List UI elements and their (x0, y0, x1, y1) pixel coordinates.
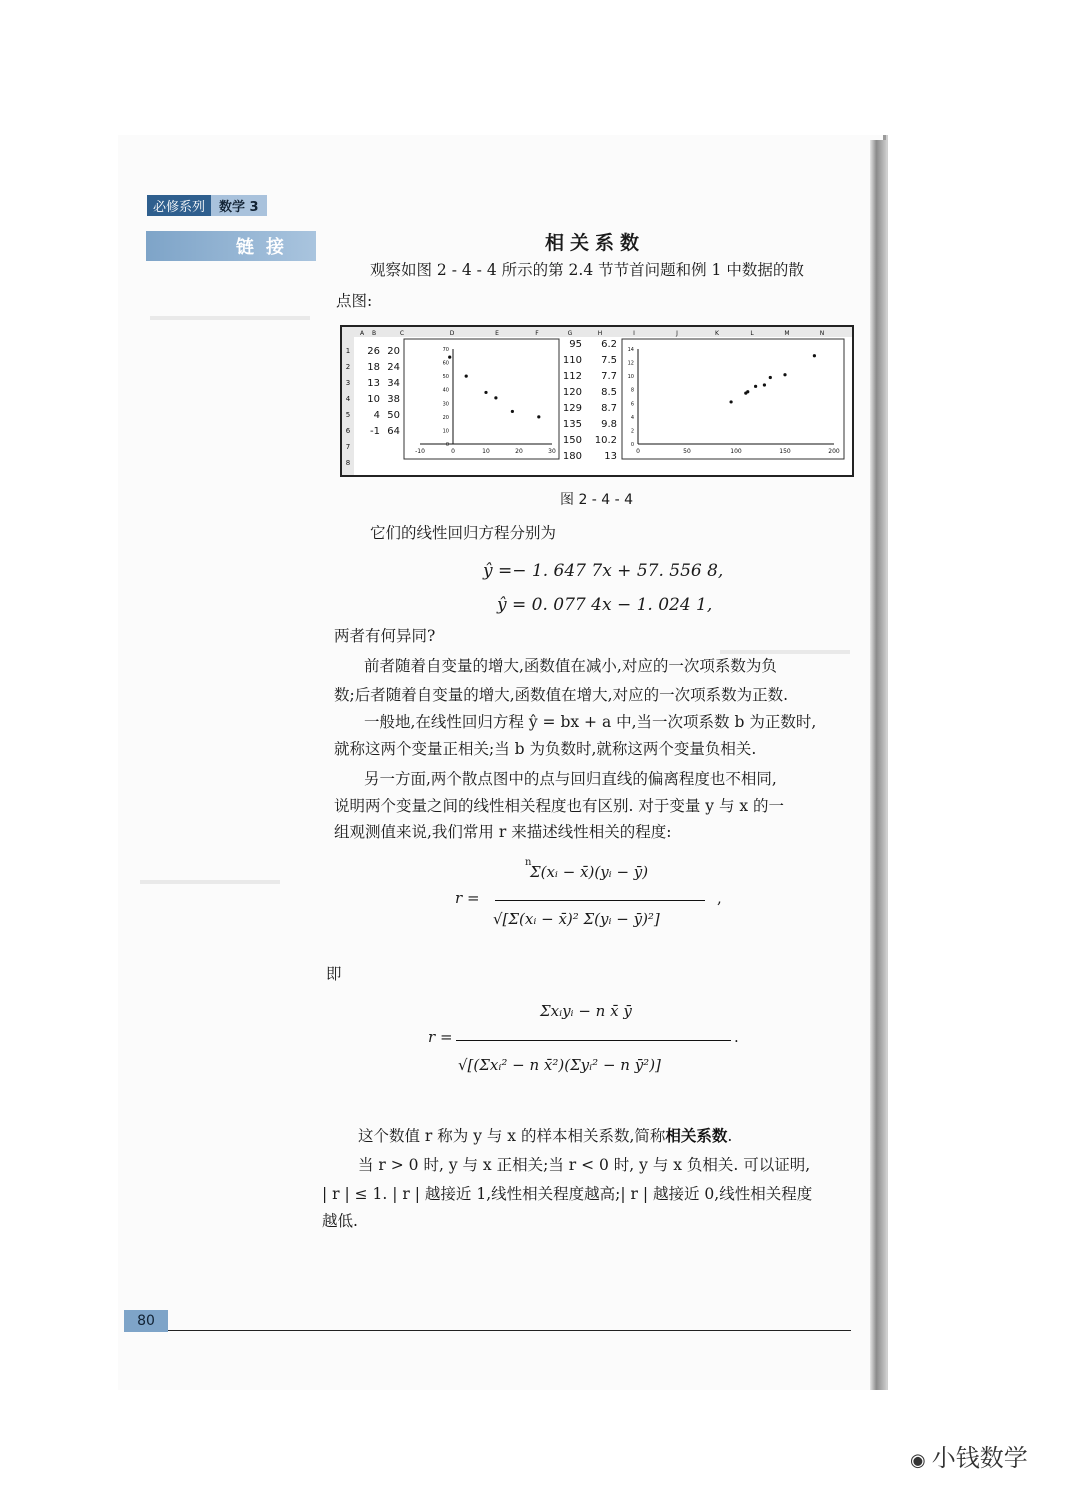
question: 两者有何异同? (334, 627, 436, 645)
cell-value: 13 (367, 378, 380, 389)
p4-pre: 这个数值 r 称为 y 与 x 的样本相关系数,简称 (358, 1127, 666, 1145)
link-banner: 链接 (146, 231, 316, 261)
lead-in: 它们的线性回归方程分别为 (370, 524, 557, 542)
data-point (730, 400, 733, 403)
column-letter: B (371, 330, 377, 337)
y-tick-label: 10 (627, 374, 634, 381)
formula2-lhs: r = (428, 1028, 453, 1046)
cell-value: 64 (387, 426, 400, 437)
chart2-frame (622, 339, 844, 459)
column-letter: G (567, 330, 573, 337)
y-tick-label: 10 (442, 428, 449, 435)
y-tick-label: 70 (442, 347, 449, 353)
cell-value: 180 (562, 451, 582, 462)
row-number: 5 (345, 411, 351, 419)
cell-value: 24 (387, 362, 400, 373)
column-letter: M (784, 330, 790, 337)
fraction-bar (495, 900, 705, 901)
x-tick-label: 50 (683, 448, 691, 455)
column-letter: H (597, 330, 603, 337)
column-letter: C (399, 330, 405, 337)
sum-upper: n (525, 857, 532, 868)
series-label: 必修系列 (147, 195, 211, 216)
y-tick-label: 14 (627, 347, 634, 353)
formula-r-computational (428, 990, 748, 1100)
bleed-through-mark (150, 316, 310, 320)
y-tick-label: 6 (630, 401, 634, 408)
cell-value: 10 (367, 394, 380, 405)
y-tick-label: 0 (445, 442, 449, 448)
regression-eq-1: ŷ =− 1. 647 7x + 57. 556 8, (483, 561, 724, 581)
row-number: 2 (345, 363, 351, 371)
cell-value: 26 (367, 346, 380, 357)
section-title: 相关系数 (544, 232, 645, 254)
formula2-numerator: Σxᵢyᵢ − n x̄ ȳ (540, 1002, 632, 1020)
cell-value: -1 (370, 426, 380, 437)
data-point (754, 385, 757, 388)
cell-value: 50 (387, 410, 400, 421)
column-letter: F (535, 330, 539, 337)
data-point (746, 390, 749, 393)
page-number: 80 (124, 1310, 168, 1332)
data-point (494, 396, 497, 399)
watermark-text: 小钱数学 (931, 1444, 1028, 1472)
cell-value: 18 (367, 362, 380, 373)
cell-value: 110 (562, 355, 582, 366)
x-tick-label: 0 (636, 448, 640, 455)
y-tick-label: 0 (630, 442, 634, 448)
x-tick-label: 30 (548, 448, 556, 455)
column-letter: L (750, 330, 754, 337)
book-spine (870, 140, 886, 1390)
cell-value: 10.2 (594, 435, 617, 446)
data-point (769, 376, 772, 379)
data-point (763, 383, 766, 386)
y-tick-label: 8 (630, 387, 634, 394)
data-point (484, 391, 487, 394)
cell-value: 95 (569, 339, 582, 350)
row-number: 7 (345, 443, 351, 451)
column-letter: I (633, 330, 635, 337)
data-point (465, 375, 468, 378)
formula1-denominator: √[Σ(xᵢ − x̄)² Σ(yᵢ − ȳ)²] (493, 910, 660, 928)
cell-value: 13 (604, 451, 617, 462)
data-point (813, 354, 816, 357)
p4-post: . (727, 1127, 733, 1145)
p1-line-2: 数;后者随着自变量的增大,函数值在增大,对应的一次项系数为正数. (334, 686, 789, 704)
intro-line-1: 观察如图 2 - 4 - 4 所示的第 2.4 节节首问题和例 1 中数据的散 (370, 261, 804, 279)
intro-line-2: 点图: (336, 292, 373, 310)
data-point (783, 373, 786, 376)
column-letter: N (819, 330, 825, 337)
cell-value: 6.2 (601, 339, 617, 350)
p5-line-3: 越低. (322, 1212, 358, 1230)
p2-line-2: 就称这两个变量正相关;当 b 为负数时,就称这两个变量负相关. (334, 740, 757, 758)
p4 (358, 1122, 732, 1151)
cell-value: 9.8 (601, 419, 617, 430)
formula2-period: . (734, 1028, 739, 1046)
cell-value: 129 (562, 403, 582, 414)
formula2-denominator: √[(Σxᵢ² − n x̄²)(Σyᵢ² − n ȳ²)] (458, 1056, 661, 1074)
y-tick-label: 50 (442, 374, 449, 381)
y-tick-label: 12 (627, 360, 634, 367)
x-tick-label: 10 (482, 448, 490, 455)
p3-line-3: 组观测值来说,我们常用 r 来描述线性相关的程度: (334, 823, 672, 841)
figure-caption: 图 2 - 4 - 4 (560, 492, 634, 508)
p2-line-1: 一般地,在线性回归方程 ŷ = bx + a 中,当一次项系数 b 为正数时, (364, 713, 817, 731)
formula1-comma: , (717, 889, 722, 907)
cell-value: 8.5 (601, 387, 617, 398)
cell-value: 38 (387, 394, 400, 405)
row-number: 6 (345, 427, 351, 435)
row-number: 4 (345, 395, 351, 403)
p5-line-2: | r | ≤ 1. | r | 越接近 1,线性相关程度越高;| r | 越接近 0,线性相关程度 (322, 1185, 813, 1203)
cell-value: 120 (562, 387, 582, 398)
row-number: 8 (345, 459, 351, 467)
formula1-numerator: Σ(xᵢ − x̄)(yᵢ − ȳ) (530, 863, 649, 881)
regression-eq-2: ŷ = 0. 077 4x − 1. 024 1, (497, 595, 713, 615)
cell-value: 7.7 (601, 371, 617, 382)
spreadsheet-svg (342, 327, 852, 475)
series-tag (147, 195, 267, 216)
data-point (537, 415, 540, 418)
data-point (448, 356, 451, 359)
cell-value: 7.5 (601, 355, 617, 366)
cell-value: 34 (387, 378, 400, 389)
cell-value: 150 (562, 435, 582, 446)
formula1-lhs: r = (455, 889, 480, 907)
column-letter: J (676, 330, 678, 337)
x-tick-label: 100 (730, 448, 742, 455)
book-label: 数学 3 (211, 195, 267, 216)
footer-rule (168, 1330, 851, 1331)
bleed-through-mark (140, 880, 280, 884)
x-tick-label: 150 (779, 448, 791, 455)
chart1-frame (404, 339, 559, 459)
spreadsheet-figure (340, 325, 854, 477)
p4-term: 相关系数 (665, 1127, 728, 1145)
cell-value: 135 (562, 419, 582, 430)
row-number: 3 (345, 379, 351, 387)
cell-value: 112 (562, 371, 582, 382)
ji-label: 即 (326, 965, 342, 983)
column-letter: D (449, 330, 455, 337)
y-tick-label: 30 (442, 401, 449, 408)
data-point (511, 410, 514, 413)
column-letter: K (715, 330, 719, 337)
y-tick-label: 2 (630, 428, 634, 435)
x-tick-label: 200 (828, 448, 840, 455)
wechat-icon: ◉ (910, 1450, 926, 1471)
x-tick-label: -10 (415, 448, 425, 455)
cell-value: 4 (373, 410, 380, 421)
row-number: 1 (345, 347, 351, 355)
formula-r-definition (455, 855, 755, 955)
cell-value: 20 (387, 346, 400, 357)
y-tick-label: 40 (442, 387, 449, 394)
y-tick-label: 60 (442, 360, 449, 367)
p3-line-1: 另一方面,两个散点图中的点与回归直线的偏离程度也不相同, (364, 770, 777, 788)
column-letter: E (495, 330, 499, 337)
y-tick-label: 20 (442, 414, 449, 421)
cell-value: 8.7 (601, 403, 617, 414)
p3-line-2: 说明两个变量之间的线性相关程度也有区别. 对于变量 y 与 x 的一 (334, 797, 785, 815)
fraction-bar (456, 1040, 731, 1041)
p5-line-1: 当 r > 0 时, y 与 x 正相关;当 r < 0 时, y 与 x 负相关. 可以证明, (358, 1156, 811, 1174)
y-tick-label: 4 (630, 414, 634, 421)
p1-line-1: 前者随着自变量的增大,函数值在减小,对应的一次项系数为负 (364, 657, 777, 675)
column-letter: A (359, 330, 365, 337)
x-tick-label: 20 (515, 448, 523, 455)
watermark (910, 1438, 1028, 1473)
x-tick-label: 0 (451, 448, 455, 455)
